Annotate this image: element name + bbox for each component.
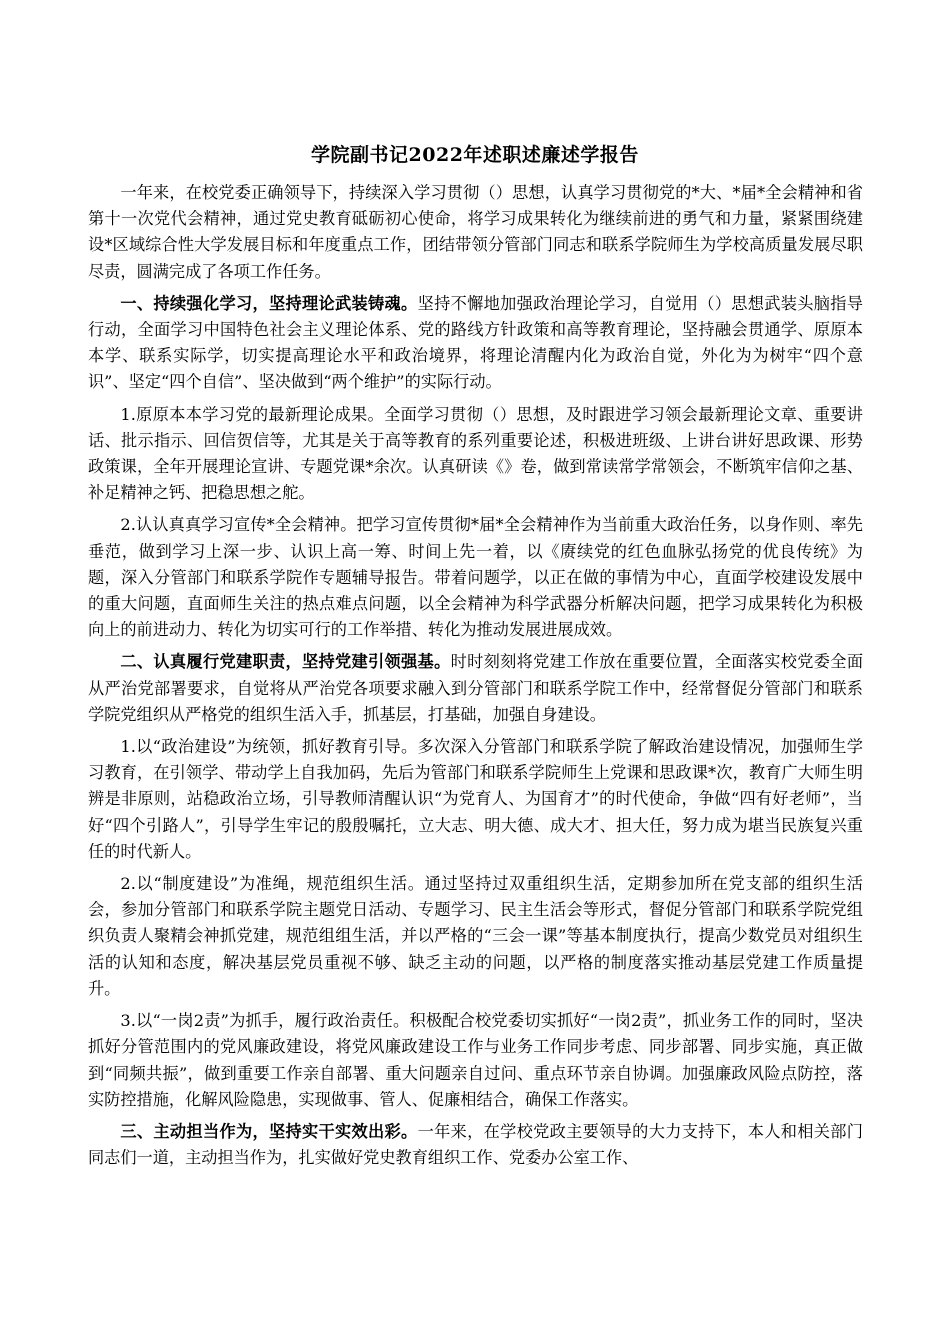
paragraph-text: 2.认认真真学习宣传*全会精神。把学习宣传贯彻*届*全会精神作为当前重大政治任务，以身作则、率先垂范，做到学习上深一步、认识上高一筹、时间上先一着，以《赓续党的红色血脉弘扬党的优良传统》为题，深入分管部门和联系学院作专题辅导报告。带着问题学，以正在做的事情为中心，直面学校建设发展中的重大问题，直面师生关注的热点难点问题，以全会精神为科学武器分析解决问题，把学习成果转化为积极向上的前进动力、转化为切实可行的工作举措、转化为推动发展进展成效。 — [88, 515, 863, 640]
paragraph-text: 1.以“政治建设”为统领，抓好教育引导。多次深入分管部门和联系学院了解政治建设情况，加强师生学习教育，在引领学、带动学上自我加码，先后为管部门和联系学院师生上党课和思政课*次，教育广大师生明辨是非原则，站稳政治立场，引导教师清醒认识“为党育人、为国育才”的时代使命，争做“四有好老师”，当好“四个引路人”，引导学生牢记的殷殷嘱托，立大志、明大德、成大才、担大任，努力成为堪当民族复兴重任的时代新人。 — [88, 737, 863, 861]
paragraph — [88, 1119, 863, 1171]
document-title: 学院副书记2022年述职述廉述学报告 — [311, 144, 639, 166]
section-heading: 一、持续强化学习，坚持理论武装铸魂。 — [120, 293, 418, 313]
document-body — [88, 180, 863, 1177]
paragraph — [88, 512, 863, 643]
paragraph-text: 一年来，在学校党政主要领导的大力支持下，本人和相关部门同志们一道，主动担当作为，扎实做好党史教育组织工作、党委办公室工作、 — [88, 1121, 863, 1168]
paragraph-text: 坚持不懈地加强政治理论学习，自觉用（）思想武装头脑指导行动，全面学习中国特色社会主义理论体系、党的路线方针政策和高等教育理论，坚持融会贯通学、原原本本学、联系实际学，切实提高理论水平和政治境界，将理论清醒内化为政治自觉，外化为为树牢“四个意识”、坚定“四个自信”、坚决做到“两个维护”的实际行动。 — [88, 293, 863, 392]
paragraph-text: 2.以“制度建设”为准绳，规范组织生活。通过坚持过双重组织生活，定期参加所在党支部的组织生活会，参加分管部门和联系学院主题党日活动、专题学习、民主生活会等形式，督促分管部门和联系学院党组织负责人聚精会神抓党建，规范组组生活，并以严格的“三会一课”等基本制度执行，提高少数党员对组织生活的认知和态度，解决基层党员重视不够、缺乏主动的问题，以严格的制度落实推动基层党建工作质量提升。 — [88, 874, 863, 998]
paragraph — [88, 871, 863, 1002]
paragraph-text: 一年来，在校党委正确领导下，持续深入学习贯彻（）思想，认真学习贯彻党的*大、*届*全会精神和省第十一次党代会精神，通过党史教育砥砺初心使命，将学习成果转化为继续前进的勇气和力量，紧紧围绕建设*区域综合性大学发展目标和年度重点工作，团结带领分管部门同志和联系学院师生为学校高质量发展尽职尽责，圆满完成了各项工作任务。 — [88, 183, 863, 281]
section-heading: 三、主动担当作为，坚持实干实效出彩。 — [120, 1121, 418, 1141]
paragraph — [88, 649, 863, 728]
paragraph-text: 1.原原本本学习党的最新理论成果。全面学习贯彻（）思想，及时跟进学习领会最新理论文章、重要讲话、批示指示、回信贺信等，尤其是关于高等教育的系列重要论述，积极进班级、上讲台讲好思政课、形势政策课，全年开展理论宣讲、专题党课*余次。认真研读《》卷，做到常读常学常领会，不断筑牢信仰之基、补足精神之钙、把稳思想之舵。 — [88, 404, 863, 503]
paragraph-text: 3.以“一岗2责”为抓手，履行政治责任。积极配合校党委切实抓好“一岗2责”，抓业务工作的同时，坚决抓好分管范围内的党风廉政建设，将党风廉政建设工作与业务工作同步考虑、同步部署、同步实施，真正做到“同频共振”，做到重要工作亲自部署、重大问题亲自过问、重点环节亲自协调。加强廉政风险点防控，落实防控措施，化解风险隐患，实现做事、管人、促廉相结合，确保工作落实。 — [88, 1011, 863, 1109]
paragraph — [88, 291, 863, 396]
section-heading: 二、认真履行党建职责，坚持党建引领强基。 — [120, 652, 451, 672]
paragraph — [88, 734, 863, 865]
paragraph — [88, 402, 863, 507]
paragraph — [88, 1008, 863, 1113]
paragraph-text: 时时刻刻将党建工作放在重要位置，全面落实校党委全面从严治党部署要求，自觉将从严治党各项要求融入到分管部门和联系学院工作中，经常督促分管部门和联系学院党组织从严格党的组织生活入手，抓基层，打基础，加强自身建设。 — [88, 652, 864, 724]
paragraph — [88, 180, 863, 285]
